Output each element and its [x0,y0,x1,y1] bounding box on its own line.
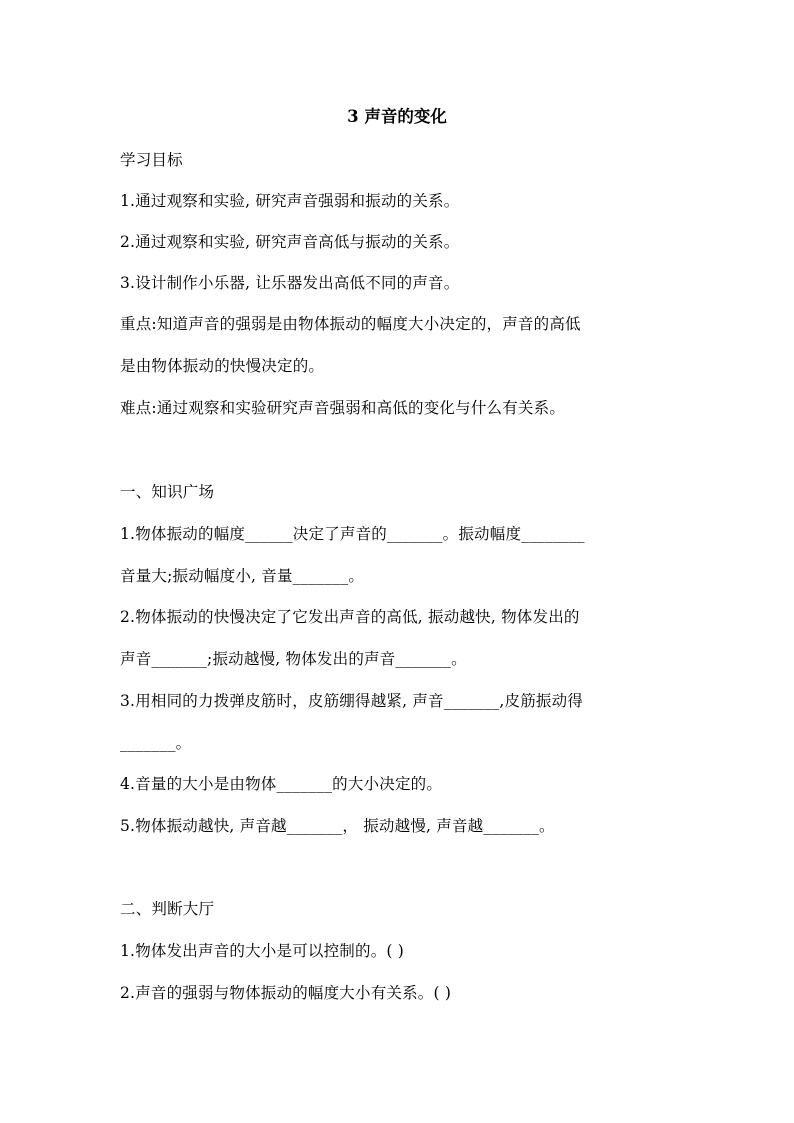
objectives-heading: 学习目标 [120,151,183,169]
section1-line-6: _______。 [120,734,192,752]
objective-item-1: 1.通过观察和实验, 研究声音强弱和振动的关系。 [120,192,460,210]
page-title: 3 声音的变化 [347,107,447,126]
section1-heading: 一、知识广场 [120,483,215,501]
section1-line-8: 5.物体振动越快, 声音越_______， 振动越慢, 声音越_______。 [120,817,555,835]
key-point-line-2: 是由物体振动的快慢决定的。 [120,357,325,375]
section2-line-2: 2.声音的强弱与物体振动的幅度大小有关系。( ) [120,984,452,1002]
key-point-line-1: 重点:知道声音的强弱是由物体振动的幅度大小决定的，声音的高低 [120,315,581,333]
section1-line-7: 4.音量的大小是由物体_______的大小决定的。 [120,775,443,793]
section1-line-4: 声音_______;振动越慢, 物体发出的声音_______。 [120,650,467,668]
objective-item-3: 3.设计制作小乐器, 让乐器发出高低不同的声音。 [120,274,460,292]
section1-line-2: 音量大;振动幅度小, 音量_______。 [120,567,365,585]
difficulty-line: 难点:通过观察和实验研究声音强弱和高低的变化与什么有关系。 [120,399,566,417]
section1-line-3: 2.物体振动的快慢决定了它发出声音的高低, 振动越快, 物体发出的 [120,608,580,626]
objective-item-2: 2.通过观察和实验, 研究声音高低与振动的关系。 [120,233,460,251]
section1-line-1: 1.物体振动的幅度______决定了声音的_______。振动幅度________ [120,525,585,543]
section2-heading: 二、判断大厅 [120,900,215,918]
section2-line-1: 1.物体发出声音的大小是可以控制的。( ) [120,942,405,960]
section1-line-5: 3.用相同的力拨弹皮筋时，皮筋绷得越紧, 声音_______,皮筋振动得 [120,692,584,710]
